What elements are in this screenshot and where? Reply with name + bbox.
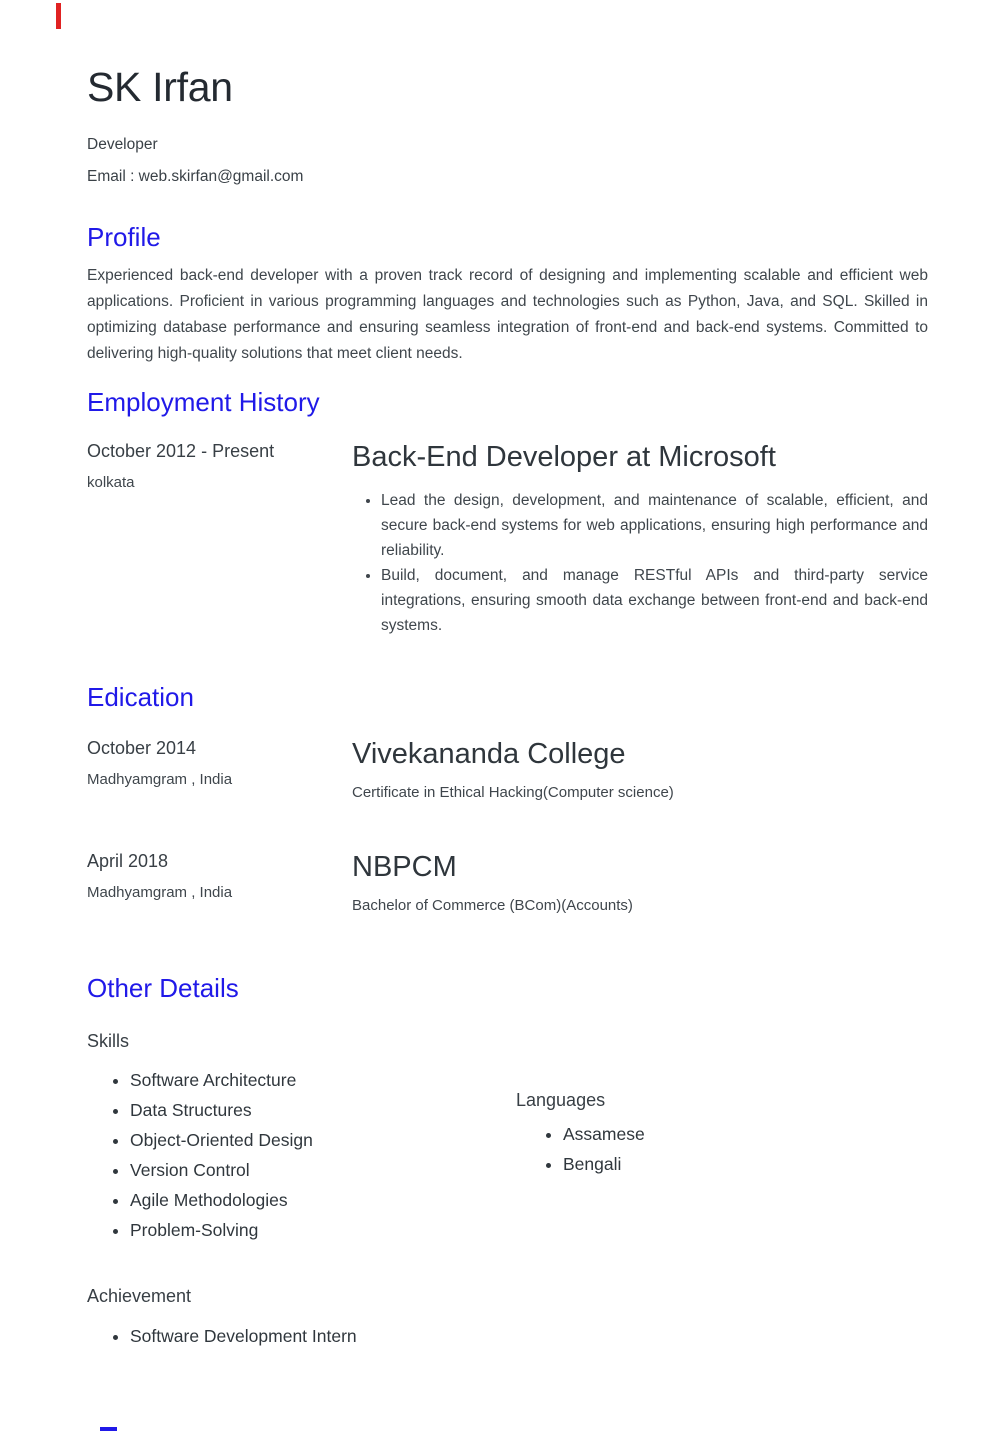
section-profile <box>87 222 928 367</box>
employment-location: kolkata <box>87 474 135 491</box>
skill-item: • Agile Methodologies <box>130 1185 516 1215</box>
language-item: • Bengali <box>563 1149 928 1179</box>
education-entry <box>87 850 928 915</box>
section-education <box>87 682 928 915</box>
skills-block <box>87 1030 516 1245</box>
education-title: Edication <box>87 682 194 712</box>
skill-item: • Object-Oriented Design <box>130 1125 516 1155</box>
education-meta <box>87 850 352 915</box>
other-details-columns <box>87 1030 928 1245</box>
section-employment-history <box>87 387 928 638</box>
resume-content <box>87 0 928 1351</box>
education-date: October 2014 <box>87 738 197 758</box>
section-other-details <box>87 973 928 1351</box>
education-details <box>352 737 928 802</box>
employment-meta <box>87 440 352 638</box>
top-left-red-marker <box>56 3 61 29</box>
education-date: April 2018 <box>87 851 169 871</box>
education-entry <box>87 737 928 802</box>
employment-title: Employment History <box>87 387 320 417</box>
skill-item: • Software Architecture <box>130 1065 516 1095</box>
languages-label: Languages <box>516 1090 606 1110</box>
profile-title: Profile <box>87 222 161 252</box>
employment-bullet: • Lead the design, development, and maintenance of scalable, efficient, and secure back-end systems for web applications, ensuring high performance and reliability. <box>381 488 928 563</box>
achievement-item: • Software Development Intern <box>130 1321 928 1351</box>
education-meta <box>87 737 352 802</box>
profile-summary: Experienced back-end developer with a proven track record of designing and implementing scalable and efficient web applications. Proficient in various programming languages and technologies such as Python, Java, and SQL. Skilled in optimizing database performance and ensuring seamless integration of front-end and back-end systems. Committed to delivering high-quality solutions that meet client needs. <box>87 267 928 362</box>
candidate-email: Email : web.skirfan@gmail.com <box>87 168 304 185</box>
languages-list <box>516 1119 928 1179</box>
bottom-left-blue-marker <box>100 1427 117 1431</box>
education-school: Vivekananda College <box>352 738 626 770</box>
skill-item: • Version Control <box>130 1155 516 1185</box>
achievement-label: Achievement <box>87 1286 192 1306</box>
candidate-name: SK Irfan <box>87 64 233 110</box>
employment-bullet: • Build, document, and manage RESTful APIs and third-party service integrations, ensuring smooth data exchange between front-end and back-end systems. <box>381 563 928 638</box>
candidate-role: Developer <box>87 136 158 153</box>
skills-list <box>87 1065 516 1245</box>
achievement-list <box>87 1321 928 1351</box>
skills-label: Skills <box>87 1031 130 1051</box>
employment-details <box>352 440 928 638</box>
skill-item: • Data Structures <box>130 1095 516 1125</box>
education-degree: Bachelor of Commerce (BCom)(Accounts) <box>352 897 633 914</box>
skill-item: • Problem-Solving <box>130 1215 516 1245</box>
employment-date: October 2012 - Present <box>87 441 275 461</box>
other-details-title: Other Details <box>87 973 239 1003</box>
education-location: Madhyamgram , India <box>87 771 233 788</box>
languages-block <box>516 1030 928 1245</box>
education-location: Madhyamgram , India <box>87 884 233 901</box>
employment-entry <box>87 440 928 638</box>
employment-role-title: Back-End Developer at Microsoft <box>352 441 776 473</box>
education-school: NBPCM <box>352 851 457 883</box>
education-degree: Certificate in Ethical Hacking(Computer science) <box>352 784 674 801</box>
education-details <box>352 850 928 915</box>
employment-bullet-list <box>352 488 928 638</box>
language-item: • Assamese <box>563 1119 928 1149</box>
